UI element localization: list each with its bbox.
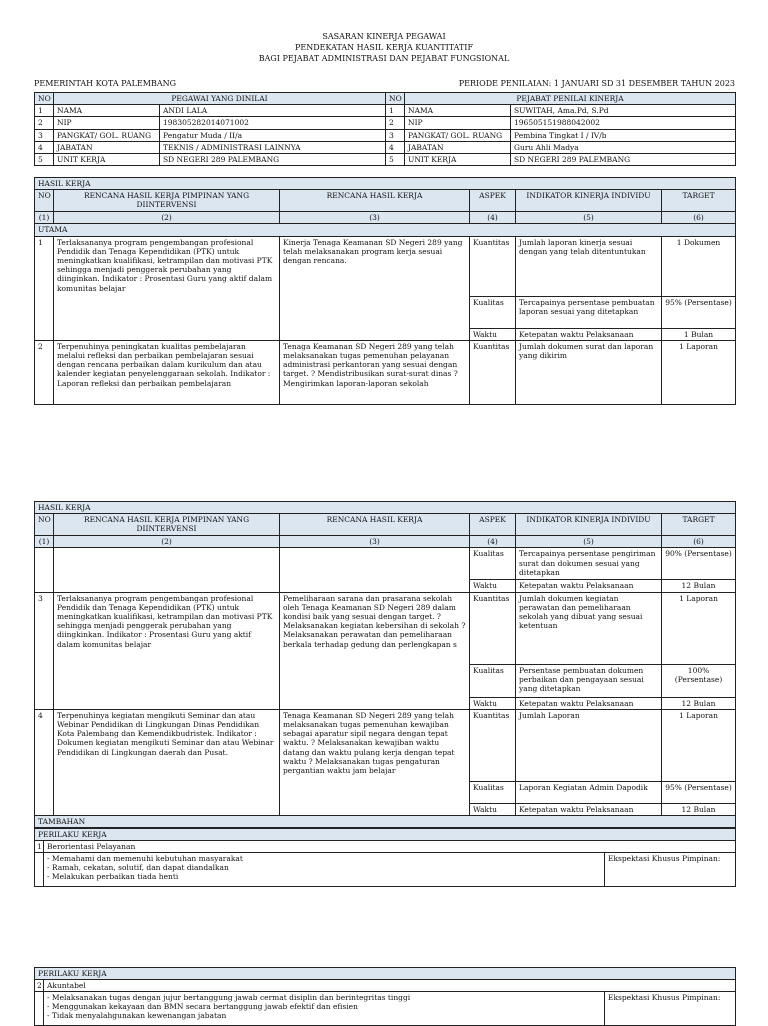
target-cell: 95% (Persentase) (662, 296, 736, 328)
col-indikator: INDIKATOR KINERJA INDIVIDU (516, 190, 662, 212)
perilaku-list (44, 992, 605, 1026)
col-target: TARGET (662, 514, 736, 536)
pejabat-penilai-header: PEJABAT PENILAI KINERJA (405, 93, 736, 105)
target-cell: 1 Laporan (662, 592, 736, 664)
indikator-cell: Jumlah Laporan (516, 709, 662, 781)
col-index: (6) (662, 212, 736, 224)
field-value: SUWITAH, Ama.Pd, S.Pd (511, 105, 736, 117)
table-row (35, 709, 736, 781)
perilaku-name: Akuntabel (44, 980, 736, 992)
table-row (35, 548, 736, 580)
rencana-pimpinan-text: Terpenuhinya peningkatan kualitas pembelajaran melalui refleksi dan perbaikan pembelajaran sesuai dengan rencana perbaikan dalam kurikulum dan atau kalender kegiatan penyelenggaraan sekolah. Indikator : Laporan refleksi dan perbaikan pembelajaran (54, 340, 280, 404)
indikator-cell: Laporan Kegiatan Admin Dapodik (516, 781, 662, 803)
row-number: 2 (35, 340, 54, 404)
rencana-pimpinan-text: Terlaksananya program pengembangan profesional Pendidik dan Tenaga Kependidikan (PTK) untuk meningkatkan kualifikasi, ketrampilan dan motivasi PTK sehingga menjadi penggerak perubahan yang diinginkan. Indikator : Prosentasi Guru yang aktif dalam komunitas belajar (54, 236, 280, 340)
hasil-kerja-table-2 (34, 501, 736, 828)
rencana-hasil-kerja-text: Tenaga Keamanan SD Negeri 289 yang telah melaksanakan tugas pemenuhan pelayanan administrasi perkantoran yang sesuai dengan target. ? Mendistribusikan surat-surat dinas ? Mengirimkan laporan-laporan sekolah (280, 340, 470, 404)
list-item: - Memahami dan memenuhi kebutuhan masyarakat (47, 854, 243, 864)
col-no: NO (35, 190, 54, 212)
target-cell: 1 Dokumen (662, 236, 736, 296)
section-tambahan: TAMBAHAN (35, 816, 736, 828)
target-cell: 1 Bulan (662, 328, 736, 340)
col-index: (2) (54, 536, 280, 548)
pegawai-table (34, 92, 736, 166)
field-label: JABATAN (405, 141, 511, 153)
field-value: ANDI LALA (160, 105, 386, 117)
col-target: TARGET (662, 190, 736, 212)
aspek-cell: Waktu (470, 328, 516, 340)
doc-title-2: PENDEKATAN HASIL KERJA KUANTITATIF (294, 43, 474, 52)
row-number: 4 (386, 141, 405, 153)
col-rencana-pimpinan: RENCANA HASIL KERJA PIMPINAN YANG DIINTERVENSI (54, 514, 280, 536)
target-cell: 90% (Persentase) (662, 548, 736, 580)
indikator-cell: Jumlah laporan kinerja sesuai dengan yang telah ditentuntukan (516, 236, 662, 296)
indikator-cell: Ketepatan waktu Pelaksanaan (516, 803, 662, 815)
row-number: 3 (35, 129, 54, 141)
aspek-cell: Kuantitas (470, 340, 516, 404)
row-number: 2 (35, 980, 44, 992)
list-item: - Menggunakan kekayaan dan BMN secara bertanggung jawab efektif dan efisien (47, 1002, 358, 1012)
section-hasil-kerja: HASIL KERJA (35, 502, 736, 514)
row-number: 4 (35, 141, 54, 153)
col-rencana-pimpinan: RENCANA HASIL KERJA PIMPINAN YANG DIINTERVENSI (54, 190, 280, 212)
field-label: PANGKAT/ GOL. RUANG (54, 129, 160, 141)
rencana-hasil-kerja-text: Tenaga Keamanan SD Negeri 289 yang telah melaksanakan tugas pemenuhan kewajiban sebagai aparatur sipil negara dengan tepat waktu. ? Melaksanakan kewajiban waktu datang dan waktu pulang kerja dengan tepat waktu ? Melaksanakan tugas pengaturan pergantian waktu jam belajar (280, 709, 470, 815)
aspek-cell: Kualitas (470, 548, 516, 580)
section-utama: UTAMA (35, 224, 736, 236)
hasil-kerja-table-1 (34, 177, 736, 405)
target-cell: 12 Bulan (662, 803, 736, 815)
field-label: NAMA (405, 105, 511, 117)
field-label: NAMA (54, 105, 160, 117)
row-number: 3 (386, 129, 405, 141)
col-no: NO (386, 93, 405, 105)
pegawai-dinilai-header: PEGAWAI YANG DINILAI (54, 93, 386, 105)
field-label: UNIT KERJA (54, 154, 160, 166)
list-item: - Melakukan perbaikan tiada henti (47, 872, 179, 882)
field-label: PANGKAT/ GOL. RUANG (405, 129, 511, 141)
row-number: 1 (386, 105, 405, 117)
rencana-pimpinan-text: Terlaksananya program pengembangan profesional Pendidik dan Tenaga Kependidikan (PTK) untuk meningkatkan kualifikasi, ketrampilan dan motivasi PTK sehingga menjadi penggerak perubahan yang diingkinkan. Indikator : Prosentasi Guru yang aktif dalam komunitas belajar (54, 592, 280, 709)
field-value: 198305282014071002 (160, 117, 386, 129)
row-number: 3 (35, 592, 54, 709)
row-number: 2 (35, 117, 54, 129)
col-rencana-hasil-kerja: RENCANA HASIL KERJA (280, 190, 470, 212)
rencana-hasil-kerja-text: Kinerja Tenaga Keamanan SD Negeri 289 yang telah melaksanakan program kerja sesuai dengan rencana. (280, 236, 470, 340)
list-item: - Melaksanakan tugas dengan jujur bertanggung jawab cermat disiplin dan berintegritas tinggi (47, 993, 411, 1003)
pegawai-row (35, 141, 736, 153)
perilaku-kerja-table-1 (34, 828, 736, 887)
doc-title-1: SASARAN KINERJA PEGAWAI (322, 32, 446, 41)
pegawai-row (35, 105, 736, 117)
field-value: Guru Ahli Madya (511, 141, 736, 153)
col-index: (4) (470, 536, 516, 548)
field-label: UNIT KERJA (405, 154, 511, 166)
col-index: (6) (662, 536, 736, 548)
col-index: (5) (516, 536, 662, 548)
aspek-cell: Kuantitas (470, 709, 516, 781)
period-label: PERIODE PENILAIAN: 1 JANUARI SD 31 DESEMBER TAHUN 2023 (458, 79, 735, 88)
ekspektasi-label: Ekspektasi Khusus Pimpinan: (605, 853, 736, 887)
row-number: 1 (35, 105, 54, 117)
target-cell: 12 Bulan (662, 697, 736, 709)
perilaku-list (44, 853, 605, 887)
row-number: 1 (35, 236, 54, 340)
section-perilaku-kerja: PERILAKU KERJA (35, 829, 736, 841)
field-label: NIP (54, 117, 160, 129)
target-cell: 1 Laporan (662, 340, 736, 404)
rencana-pimpinan-text: Terpenuhinya kegiatan mengikuti Seminar dan atau Webinar Pendidikan di Lingkungan Dinas Pendidikan Kota Palembang dan Kemendikbudristek. Indikator : Dokumen kegiatan mengikuti Seminar dan atau Webinar Pendidikan di Lingkungan daerah dan Pusat. (54, 709, 280, 815)
org-name: PEMERINTAH KOTA PALEMBANG (34, 79, 176, 88)
aspek-cell: Waktu (470, 580, 516, 592)
row-number: 5 (386, 154, 405, 166)
pegawai-row (35, 154, 736, 166)
col-no: NO (35, 514, 54, 536)
target-cell: 95% (Persentase) (662, 781, 736, 803)
perilaku-kerja-table-2 (34, 967, 736, 1026)
col-index: (1) (35, 536, 54, 548)
row-number: 2 (386, 117, 405, 129)
col-index: (3) (280, 536, 470, 548)
aspek-cell: Waktu (470, 697, 516, 709)
list-item: - Tidak menyalahgunakan kewenangan jabatan (47, 1011, 227, 1021)
field-label: JABATAN (54, 141, 160, 153)
target-cell: 1 Laporan (662, 709, 736, 781)
table-row (35, 236, 736, 296)
aspek-cell: Kualitas (470, 296, 516, 328)
field-value: 196505151988042002 (511, 117, 736, 129)
col-indikator: INDIKATOR KINERJA INDIVIDU (516, 514, 662, 536)
table-row (35, 340, 736, 404)
indikator-cell: Ketepatan waktu Pelaksanaan (516, 580, 662, 592)
col-aspek: ASPEK (470, 514, 516, 536)
aspek-cell: Kualitas (470, 781, 516, 803)
section-hasil-kerja: HASIL KERJA (35, 178, 736, 190)
indikator-cell: Ketepatan waktu Pelaksanaan (516, 697, 662, 709)
indikator-cell: Jumlah dokumen kegiatan perawatan dan pemeliharaan sekolah yang dibuat yang sesuai ketentuan (516, 592, 662, 664)
target-cell: 100% (Persentase) (662, 664, 736, 697)
aspek-cell: Kuantitas (470, 592, 516, 664)
ekspektasi-label: Ekspektasi Khusus Pimpinan: (605, 992, 736, 1026)
field-label: NIP (405, 117, 511, 129)
section-perilaku-kerja: PERILAKU KERJA (35, 968, 736, 980)
list-item: - Ramah, cekatan, solutif, dan dapat diandalkan (47, 863, 229, 873)
target-cell: 12 Bulan (662, 580, 736, 592)
col-rencana-hasil-kerja: RENCANA HASIL KERJA (280, 514, 470, 536)
col-index: (5) (516, 212, 662, 224)
perilaku-name: Berorientasi Pelayanan (44, 841, 736, 853)
field-value: Pembina Tingkat I / IV/b (511, 129, 736, 141)
indikator-cell: Ketepatan waktu Pelaksanaan (516, 328, 662, 340)
col-aspek: ASPEK (470, 190, 516, 212)
rencana-hasil-kerja-text: Pemeliharaan sarana dan prasarana sekolah oleh Tenaga Keamanan SD Negeri 289 dalam kondisi baik yang sesuai dengan target. ? Melaksanakan kegiatan kebersihan di sekolah ? Melaksanakan perawatan dan pemeliharaan berkala terhadap gedung dan perlengkapan s (280, 592, 470, 709)
pegawai-row (35, 129, 736, 141)
table-row (35, 592, 736, 664)
doc-title-3: BAGI PEJABAT ADMINISTRASI DAN PEJABAT FUNGSIONAL (258, 54, 510, 63)
col-index: (1) (35, 212, 54, 224)
indikator-cell: Tercapainya persentase pembuatan laporan sesuai yang ditetapkan (516, 296, 662, 328)
aspek-cell: Waktu (470, 803, 516, 815)
field-value: SD NEGERI 289 PALEMBANG (511, 154, 736, 166)
indikator-cell: Jumlah dokumen surat dan laporan yang dikirim (516, 340, 662, 404)
col-index: (4) (470, 212, 516, 224)
field-value: SD NEGERI 289 PALEMBANG (160, 154, 386, 166)
row-number: 1 (35, 841, 44, 853)
field-value: TEKNIS / ADMINISTRASI LAINNYA (160, 141, 386, 153)
aspek-cell: Kuantitas (470, 236, 516, 296)
row-number: 5 (35, 154, 54, 166)
row-number: 4 (35, 709, 54, 815)
field-value: Pengatur Muda / II/a (160, 129, 386, 141)
aspek-cell: Kualitas (470, 664, 516, 697)
indikator-cell: Tercapainya persentase pengiriman surat dan dokumen sesuai yang ditetapkan (516, 548, 662, 580)
col-no: NO (35, 93, 54, 105)
indikator-cell: Persentase pembuatan dokumen perbaikan dan pengayaan sesuai yang ditetapkan (516, 664, 662, 697)
pegawai-row (35, 117, 736, 129)
col-index: (3) (280, 212, 470, 224)
col-index: (2) (54, 212, 280, 224)
